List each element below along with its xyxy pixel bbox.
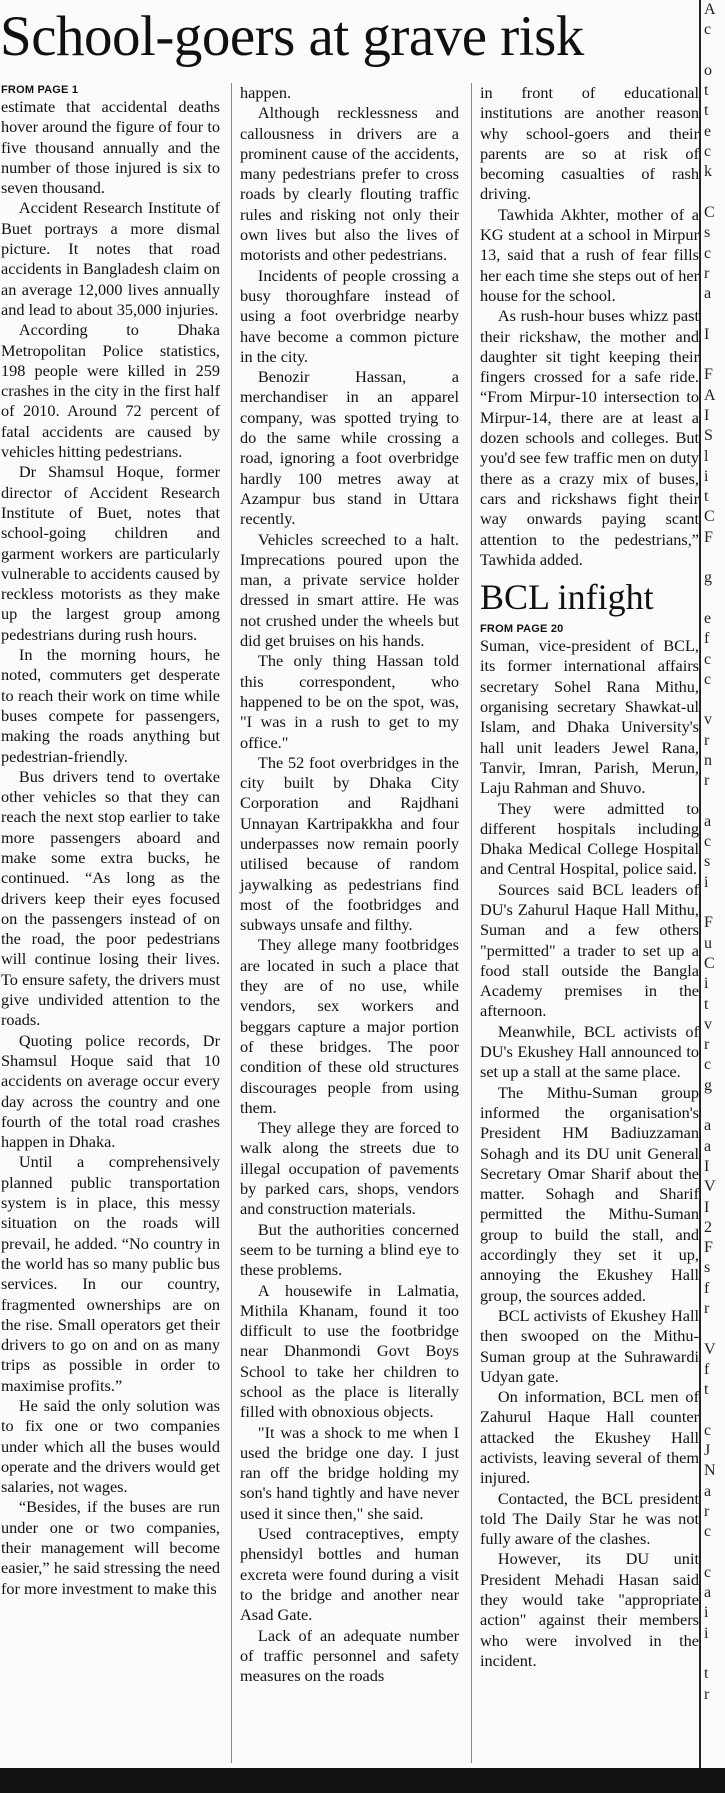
fragment-line: A xyxy=(704,386,716,404)
fragment-line: r xyxy=(704,772,710,790)
paragraph: As rush-hour buses whizz past their rickshaw, the mother and daughter sit tight keeping their fingers crossed for a safe ride. “From Mirpur-10 intersection to Mirpur-14, there are at least a dozen schools and colleges. But you'd see few traffic men on duty there as a crazy mix of buses, cars and rickshaws fight their way onwards paying scant attention to the pedestrians,” Tawhida added. xyxy=(480,306,699,569)
adjacent-article-fragment xyxy=(704,0,725,1768)
fragment-line: I xyxy=(704,1198,710,1216)
continuation-label: FROM PAGE 20 xyxy=(480,623,564,636)
fragment-line: o xyxy=(704,61,712,79)
fragment-line: J xyxy=(704,1442,711,1460)
fragment-line: f xyxy=(704,1279,710,1297)
fragment-line: F xyxy=(704,528,713,546)
fragment-line: c xyxy=(704,244,712,262)
fragment-line: r xyxy=(704,264,710,282)
fragment-line xyxy=(704,690,725,710)
fragment-line: c xyxy=(704,1421,712,1439)
fragment-line xyxy=(704,183,725,203)
paragraph: They were admitted to different hospitals including Dhaka Medical College Hospital and Central Hospital, police said. xyxy=(480,798,699,879)
paragraph: Bus drivers tend to overtake other vehicles so that they can reach the next stop earlier to take more passengers aboard and make some extra bucks, he continued. “As long as the drivers keep their eyes focused on the passengers instead of on the road, the poor pedestrians will continue losing their lives. To ensure safety, the drivers must give undivided attention to the roads. xyxy=(1,766,220,1030)
fragment-line: s xyxy=(704,853,711,871)
fragment-line: 2 xyxy=(704,1218,712,1236)
page-column-rule xyxy=(699,0,701,1768)
fragment-line: a xyxy=(704,1137,712,1155)
fragment-line: C xyxy=(704,508,715,526)
paragraph: Contacted, the BCL president told The Daily Star he was not fully aware of the clashes. xyxy=(480,1488,699,1549)
fragment-line: V xyxy=(704,1340,716,1358)
fragment-line: l xyxy=(704,447,709,465)
paragraph: BCL activists of Ekushey Hall then swooped on the Mithu-Suman group at the Suhrawardi Udyan gate. xyxy=(480,1305,699,1386)
fragment-line: a xyxy=(704,285,712,303)
continuation-label: FROM PAGE 1 xyxy=(1,84,79,96)
fragment-line: c xyxy=(704,650,712,668)
fragment-line: I xyxy=(704,325,710,343)
fragment-line: v xyxy=(704,711,712,729)
paragraph: In the morning hours, he noted, commuters get desperate to reach their work on time while buses compete for passengers, making the roads anything but pedestrian-friendly. xyxy=(1,645,220,766)
fragment-line xyxy=(704,1400,725,1420)
fragment-line: r xyxy=(704,1685,710,1703)
paragraph: Accident Research Institute of Buet portrays a more dismal picture. It notes that road accidents in Bangladesh claim on an average 12,000 lives annually and lead to about 35,000 injuries. xyxy=(1,198,220,319)
fragment-line: r xyxy=(704,1300,710,1317)
paragraph: They allege many footbridges are located in such a place that they are of no use, while vendors, sex workers and beggars capture a major portion of these bridges. The poor condition of these old structures discourages people from using them. xyxy=(240,935,459,1117)
fragment-line: i xyxy=(704,873,709,891)
fragment-line xyxy=(704,1319,725,1339)
fragment-line: V xyxy=(704,1178,716,1196)
fragment-line xyxy=(704,548,725,568)
paragraph: Tawhida Akhter, mother of a KG student at a school in Mirpur 13, said that a rush of fear fills her each time she steps out of her house for the school. xyxy=(480,204,699,305)
fragment-line: i xyxy=(704,1604,709,1622)
fragment-line: F xyxy=(704,1239,713,1257)
fragment-line: v xyxy=(704,1015,712,1033)
paragraph: in front of educational institutions are another reason why school-goers and their parents are so at risk of becoming casualties of rash driving. xyxy=(480,83,699,204)
fragment-line: F xyxy=(704,366,713,384)
fragment-line: i xyxy=(704,1624,709,1642)
fragment-line: c xyxy=(704,1523,712,1541)
paragraph: According to Dhaka Metropolitan Police statistics, 198 people were killed in 259 crashes in the city in the first half of 2010. Around 72 percent of fatal accidents are caused by vehicles hitting pedestrians. xyxy=(1,320,220,462)
fragment-line xyxy=(704,345,725,365)
fragment-line: s xyxy=(704,224,711,242)
paragraph: “Besides, if the buses are run under one or two companies, their management will become easier,” he said stressing the need for more investment to make this xyxy=(1,1497,220,1598)
fragment-line: C xyxy=(704,203,715,221)
fragment-line xyxy=(704,589,725,609)
fragment-line: a xyxy=(704,812,712,830)
fragment-line: r xyxy=(704,731,710,749)
fragment-line: f xyxy=(704,630,710,648)
fragment-line: t xyxy=(704,995,709,1013)
fragment-line: s xyxy=(704,1259,711,1277)
paragraph: The 52 foot overbridges in the city built by Dhaka City Corporation and Rajdhani Unnayan Kartripakkha and four underpasses now remain poorly utilised because of random jaywalking as pedestrians find most of the footbridges and subways unsafe and filthy. xyxy=(240,752,459,935)
fragment-line: c xyxy=(704,143,712,161)
paragraph: A housewife in Lalmatia, Mithila Khanam, found it too difficult to use the footbridge near Dhanmondi Govt Boys School to take her children to school as the place is literally filled with obnoxious objects. xyxy=(240,1280,459,1422)
fragment-line: t xyxy=(704,102,709,120)
fragment-line: e xyxy=(704,609,712,627)
article-column-2 xyxy=(240,83,459,1686)
paragraph: But the authorities concerned seem to be turning a blind eye to these problems. xyxy=(240,1219,459,1280)
fragment-line: N xyxy=(704,1462,716,1480)
fragment-line: e xyxy=(704,122,712,140)
fragment-line: r xyxy=(704,1502,710,1520)
fragment-line: n xyxy=(704,751,712,769)
fragment-line: c xyxy=(704,21,712,39)
fragment-line xyxy=(704,1543,725,1563)
fragment-line: g xyxy=(704,569,712,587)
fragment-line: I xyxy=(704,406,710,424)
paragraph: Lack of an adequate number of traffic personnel and safety measures on the roads xyxy=(240,1625,459,1686)
fragment-line: c xyxy=(704,1056,712,1074)
paragraph: Suman, vice-president of BCL, its former international affairs secretary Sohel Rana Mithu, organising secretary Shawkat-ul Islam, and Dhaka University's hall unit leaders Jewel Rana, Tanvir, Imran, Parish, Merun, Laju Rahman and Shuvo. xyxy=(480,636,699,798)
fragment-line xyxy=(704,1644,725,1664)
fragment-line: c xyxy=(704,833,712,851)
headline: School-goers at grave risk xyxy=(0,5,584,68)
paragraph: Benozir Hassan, a merchandiser in an apparel company, was spotted trying to do the same while crossing a road, ignoring a foot overbridge hardly 100 metres away at Azampur bus stand in Uttara recently. xyxy=(240,367,459,529)
paragraph: "It was a shock to me when I used the bridge one day. I just ran off the bridge holding my son's hand tightly and have never used it since then," she said. xyxy=(240,1422,459,1523)
paragraph: The only thing Hassan told this correspondent, who happened to be on the spot, was, "I was in a rush to get to my office." xyxy=(240,651,459,752)
article-column-1 xyxy=(1,83,220,1599)
fragment-line: i xyxy=(704,975,709,993)
paragraph: The Mithu-Suman group informed the organisation's President HM Badiuzzaman Sohagh and its DU unit General Secretary Omar Sharif about the matter. Sohagh and Sharif permitted the Mithu-Suman group to build the stall, and accordingly they set it up, annoying the Ekushey Hall group, the sources added. xyxy=(480,1082,699,1305)
paragraph: Used contraceptives, empty phensidyl bottles and human excreta were found during a visit to the bridge and another near Asad Gate. xyxy=(240,1524,459,1625)
fragment-line: f xyxy=(704,1360,710,1378)
fragment-line: k xyxy=(704,163,712,181)
fragment-line: c xyxy=(704,670,712,688)
paragraph: Incidents of people crossing a busy thoroughfare instead of using a foot overbridge nearby have become a common picture in the city. xyxy=(240,265,459,366)
paragraph: They allege they are forced to walk along the streets due to illegal occupation of pavements by parked cars, shops, vendors and construction materials. xyxy=(240,1118,459,1219)
subhead: BCL infight xyxy=(480,577,654,618)
fragment-line: i xyxy=(704,467,709,485)
paragraph: Quoting police records, Dr Shamsul Hoque said that 10 accidents on average occur every day across the country and one fourth of the total road crashes happen in Dhaka. xyxy=(1,1030,220,1152)
fragment-line: a xyxy=(704,1117,712,1135)
column-divider xyxy=(231,83,232,1763)
paragraph: Sources said BCL leaders of DU's Zahurul Haque Hall Mithu, Suman and a few others "permitted" a trader to set up a food stall outside the Bangla Academy premises in the afternoon. xyxy=(480,879,699,1021)
fragment-line: F xyxy=(704,914,713,932)
article-column-3 xyxy=(480,83,699,1671)
paragraph: happen. xyxy=(240,83,292,102)
fragment-line: a xyxy=(704,1584,712,1602)
fragment-line: t xyxy=(704,1665,709,1683)
fragment-line: c xyxy=(704,1563,712,1581)
paragraph: He said the only solution was to fix one or two companies under which all the buses would operate and the drivers would get salaries, not wages. xyxy=(1,1396,220,1497)
fragment-line xyxy=(704,893,725,913)
fragment-line xyxy=(704,792,725,812)
paragraph: Although recklessness and callousness in drivers are a prominent cause of the accidents, many pedestrians prefer to cross roads by clearly flouting traffic rules and risking not only their own lives but also the lives of motorists and other pedestrians. xyxy=(240,103,459,265)
fragment-line: C xyxy=(704,954,715,972)
paragraph: Meanwhile, BCL activists of DU's Ekushey Hall announced to set up a stall at the same place. xyxy=(480,1021,699,1082)
scan-bottom-edge xyxy=(0,1768,725,1793)
fragment-line: g xyxy=(704,1076,712,1094)
fragment-line: t xyxy=(704,488,709,506)
paragraph: Until a comprehensively planned public transportation system is in place, this messy situation on the roads will prevail, he added. “No country in the world has so many public bus services. In our country, fragmented ownerships are on the rise. Small operators get their drivers to go on and on as many trips as possible in order to maximise profits.” xyxy=(1,1152,220,1395)
fragment-line: r xyxy=(704,1036,710,1054)
fragment-line: A xyxy=(704,1,716,18)
fragment-line: a xyxy=(704,1482,712,1500)
fragment-line: t xyxy=(704,1381,709,1399)
fragment-line: S xyxy=(704,427,713,445)
fragment-line xyxy=(704,41,725,61)
column-divider xyxy=(471,83,472,1763)
paragraph: estimate that accidental deaths hover around the figure of four to five thousand annually and the number of those injured is six to seven thousand. xyxy=(1,97,220,198)
fragment-line xyxy=(704,1096,725,1116)
fragment-line xyxy=(704,304,725,324)
paragraph: On information, BCL men of Zahurul Haque Hall counter attacked the Ekushey Hall activists, leaving several of them injured. xyxy=(480,1387,699,1488)
paragraph: However, its DU unit President Mehadi Hasan said they would take "appropriate action" against their members who were involved in the incident. xyxy=(480,1549,699,1670)
fragment-line: t xyxy=(704,82,709,100)
fragment-line: u xyxy=(704,934,712,952)
paragraph: Dr Shamsul Hoque, former director of Accident Research Institute of Buet, notes that school-going children and garment workers are particularly vulnerable to accidents caused by reckless motorists as they make up the largest group among pedestrians during rush hours. xyxy=(1,462,220,644)
paragraph: Vehicles screeched to a halt. Imprecations poured upon the man, a private service holder dressed in smart attire. He was not crushed under the wheels but did get bruises on his hands. xyxy=(240,529,459,651)
fragment-line: I xyxy=(704,1157,710,1175)
